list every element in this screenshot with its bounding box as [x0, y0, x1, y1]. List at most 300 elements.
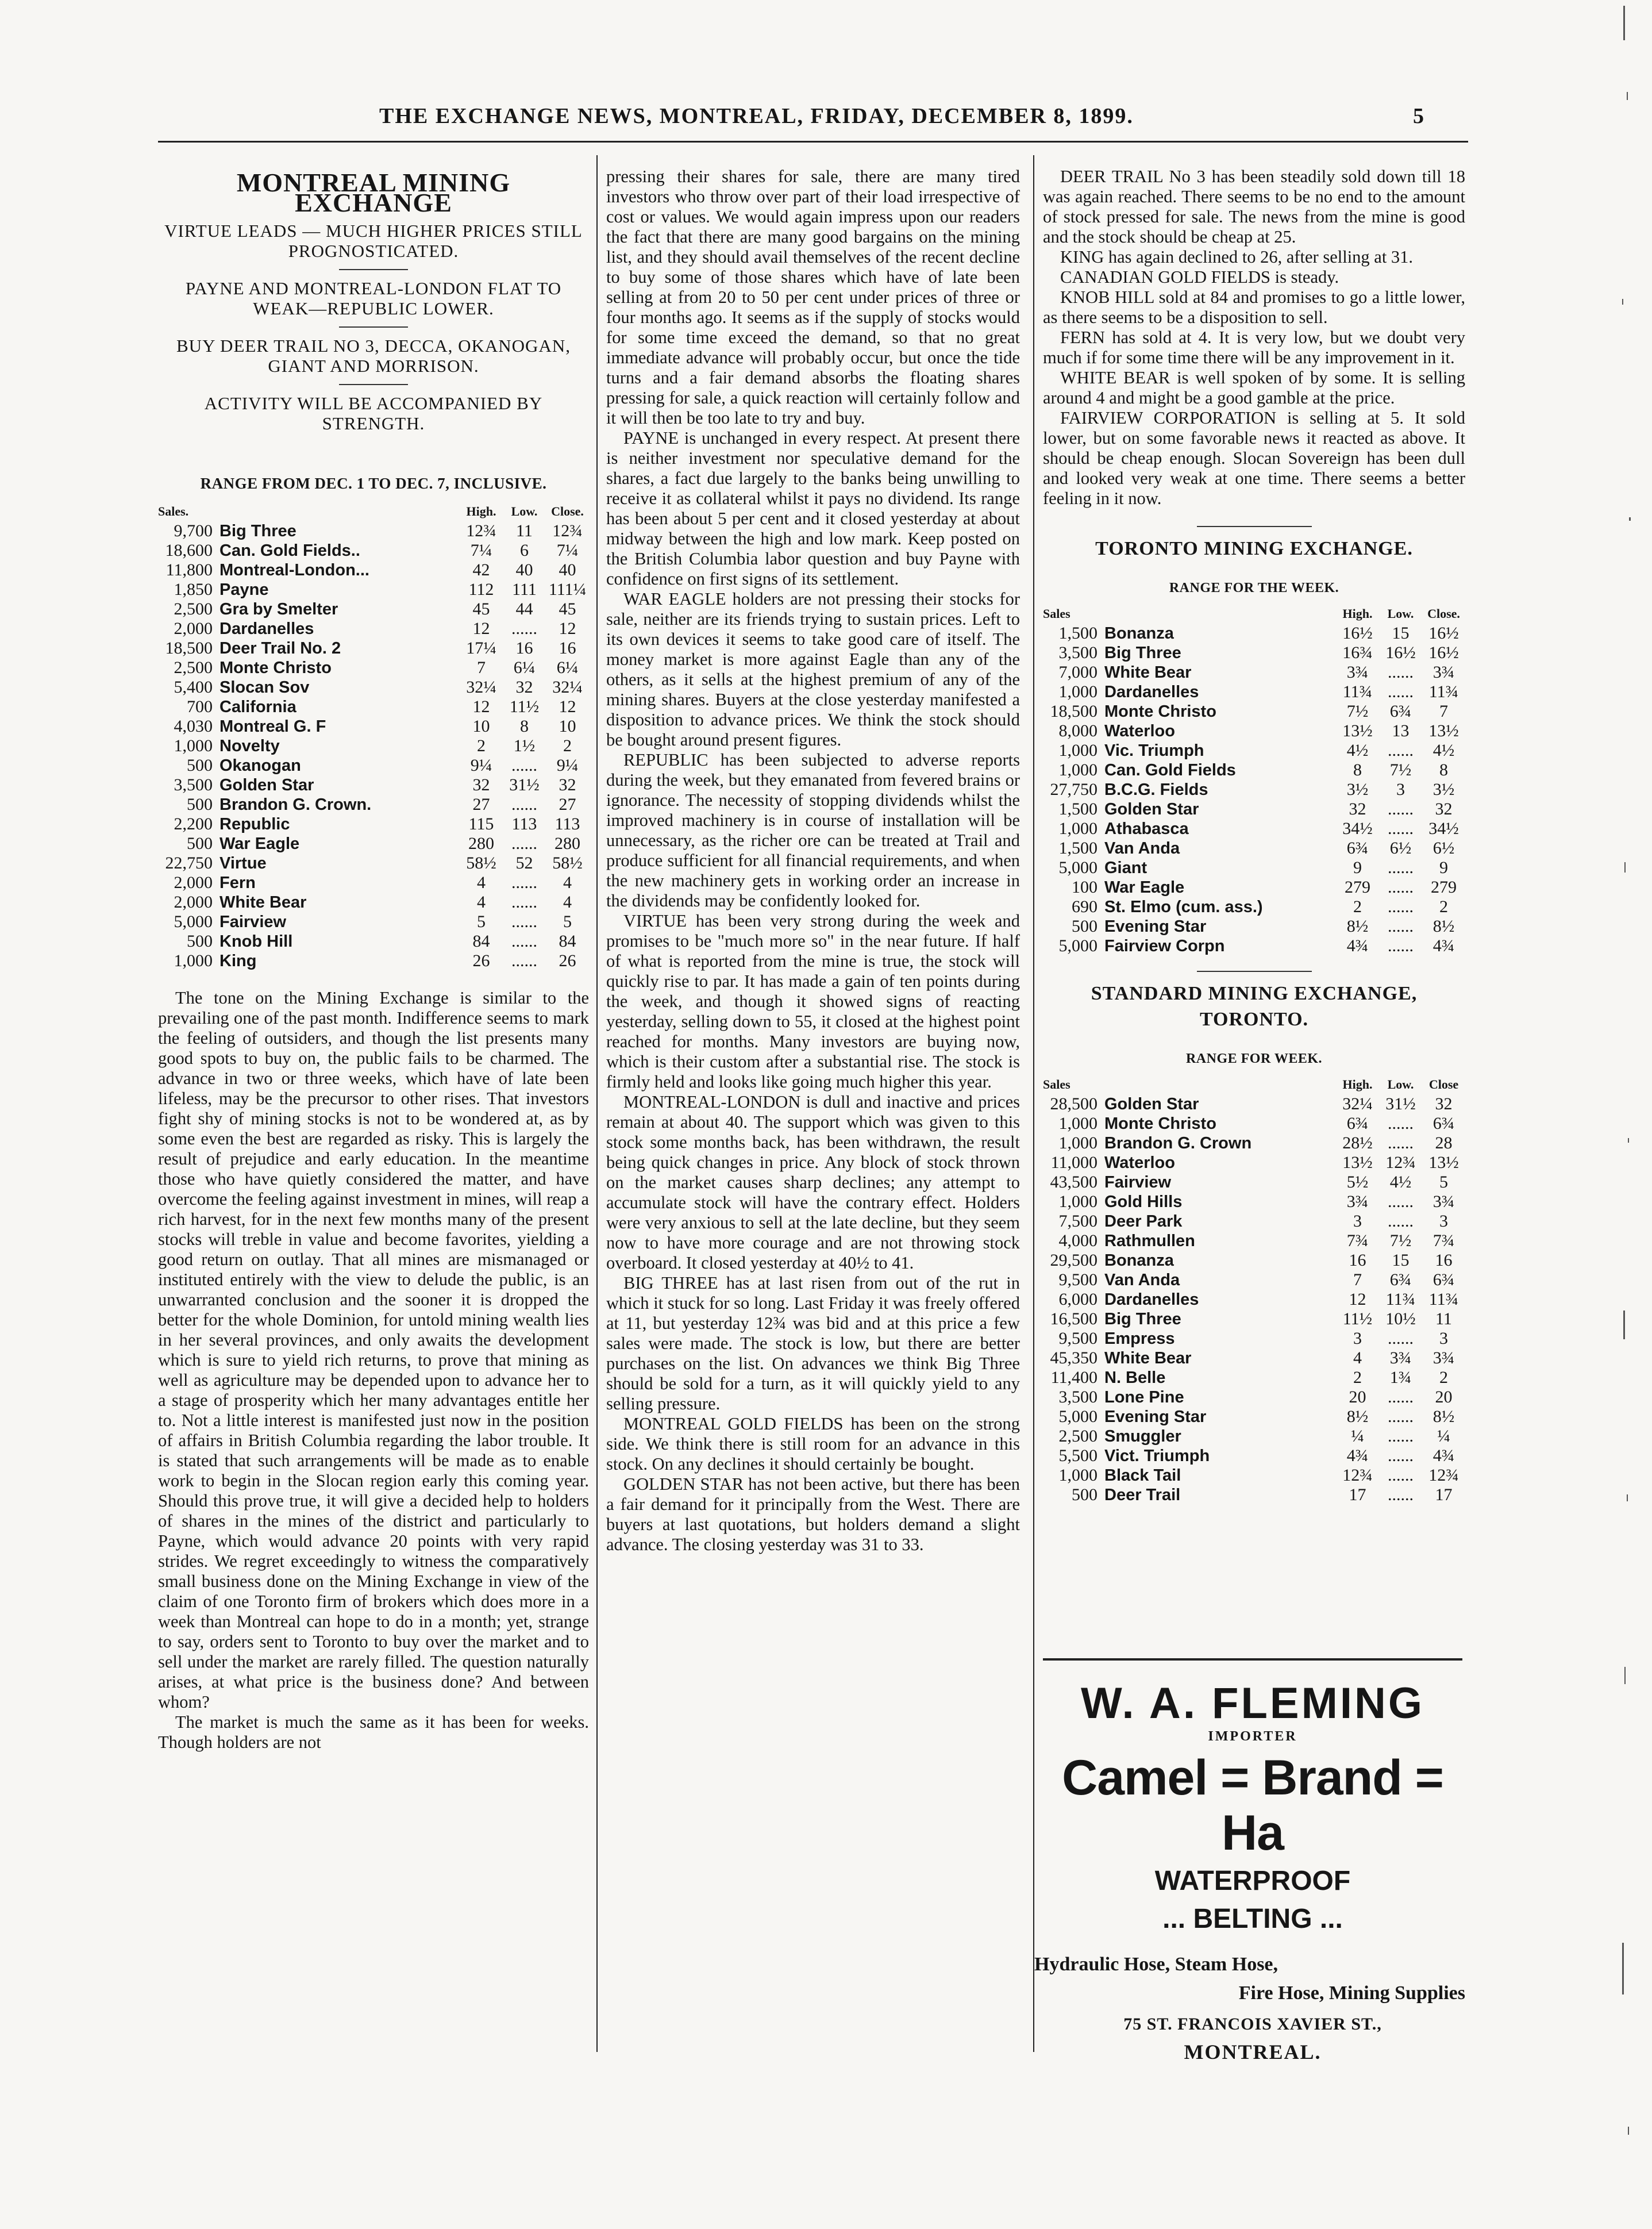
cell-stock-name: Lone Pine [1104, 1388, 1184, 1406]
cell-stock-name: Van Anda [1104, 1271, 1180, 1289]
cell-sales: 5,000 [1058, 858, 1098, 877]
table-row [158, 717, 589, 736]
cell-close: 5 [1439, 1173, 1448, 1192]
cell-high: 20 [1349, 1388, 1366, 1406]
table-row [1043, 741, 1465, 760]
cell-close: 27 [559, 795, 576, 814]
cell-stock-name: Fairview [220, 913, 287, 931]
cell-stock-name: California [220, 698, 296, 716]
cell-sales: 8,000 [1058, 721, 1098, 740]
cell-high: 16½ [1342, 624, 1373, 643]
subhead-divider [339, 326, 408, 328]
table-row [1043, 1485, 1465, 1505]
table-row [1043, 1251, 1465, 1270]
cell-stock-name: Vic. Triumph [1104, 741, 1204, 760]
article-paragraph: PAYNE is unchanged in every respect. At present there is neither investment nor speculative demand for the shares, a fact due largely to the banks being unwilling to receive it as collateral whilst it pays no dividend. Its range has been about 5 per cent and it closed yesterday at about midway between the high and low mark. Keep posted on the British Columbia labor question and buy Payne with confidence on first signs of its settlement. [606, 428, 1020, 589]
col-header-high: High. [1342, 606, 1373, 621]
cell-low: ...... [511, 932, 537, 951]
table-row [1043, 702, 1465, 721]
cell-stock-name: Black Tail [1104, 1466, 1181, 1485]
table-row [1043, 682, 1465, 702]
article-paragraph: MONTREAL-LONDON is dull and inactive and prices remain at about 40. The support which was given to this stock some months back, has been withdrawn, the result being quick changes in price. Any block of stock thrown on the market causes sharp declines; any attempt to accumulate stock will have the contrary effect. Holders were very anxious to sell at the late decline, but they seem now to have more courage and are not throwing stock overboard. It closed yesterday at 40½ to 41. [606, 1092, 1020, 1273]
cell-low: ...... [1388, 1466, 1414, 1485]
toronto-range-title: RANGE FOR THE WEEK. [1169, 581, 1339, 595]
cell-high: 13½ [1342, 1153, 1373, 1172]
article-paragraph: KNOB HILL sold at 84 and promises to go a little lower, as there seems to be a disposition to sell. [1043, 287, 1465, 327]
col-header-sales: Sales [1043, 1077, 1070, 1092]
cell-high: 32 [1349, 800, 1366, 818]
table-row [1043, 721, 1465, 741]
cell-sales: 5,000 [1058, 936, 1098, 955]
cell-stock-name: Deer Park [1104, 1212, 1183, 1231]
cell-high: 4 [477, 893, 486, 912]
cell-sales: 1,000 [1058, 1133, 1098, 1152]
cell-stock-name: Bonanza [1104, 1251, 1174, 1270]
ad-brand: Camel = Brand = Ha [1062, 1750, 1443, 1861]
article-paragraph: The tone on the Mining Exchange is similar to the prevailing one of the past month. Indifference seems to mark the feeling of outsiders, and though the list presents many good spots to buy on, the public fails to be charmed. The advance in two or three weeks, which have of late been lifeless, may be the precursor to other rises. That investors fight shy of mining stocks is not to be wondered at, as by some even the best are regarded as risky. This is largely the result of prejudice and early education. In the meantime those who have quietly considered the matter, and have overcome the feeling against investment in mines, will reap a rich harvest, for in the next few months many of the present stocks will treble in value and become favorites, yielding a good return on outlay. That all mines are mismanaged or instituted entirely with the view to delude the public, is an unwarranted conclusion and the sooner it is dropped the better for the whole Dominion, for untold mining wealth lies in her several provinces, and only awaits the development which is sure to yield rich returns, to prove that mining as well as agriculture may be depended upon to advance her to a stage of prosperity which her many advantages entitle her to. Not a little interest is manifested just now in the position of affairs in British Columbia regarding the labor trouble. It is stated that such arrangements will be made as to enable work to begin in the Slocan region early this coming year. Should this prove true, it will give a decided help to holders of shares in the mines of the district and particularly to Payne, which would advance 20 points with very rapid strides. We regret exceedingly to witness the comparatively small business done on the Mining Exchange in view of the claim of one Toronto firm of brokers which does more in a week than Montreal can hope to do in a month; yet, strange to say, orders sent to Toronto to buy over the market and to sell under the market are rarely filled. The question naturally arises, at what price is the business done? And between whom? [158, 988, 589, 1712]
cell-low: 31½ [1385, 1094, 1416, 1113]
cell-low: 6¾ [1389, 1270, 1412, 1289]
cell-high: 16 [1349, 1251, 1366, 1270]
cell-sales: 11,400 [1050, 1368, 1098, 1387]
article-paragraph: WHITE BEAR is well spoken of by some. It is selling around 4 and might be a good gamble at the price. [1043, 368, 1465, 408]
table-row [1043, 1446, 1465, 1466]
cell-sales: 6,000 [1058, 1290, 1098, 1309]
cell-close: 3 [1439, 1329, 1448, 1348]
table-row [158, 521, 589, 541]
cell-close: 12¾ [1428, 1466, 1459, 1485]
column-toronto [1043, 167, 1465, 1505]
cell-sales: 7,000 [1058, 663, 1098, 682]
cell-high: 42 [472, 560, 490, 579]
cell-low: 7½ [1389, 1231, 1412, 1250]
table-row [1043, 1231, 1465, 1251]
standard-table-body [1043, 1094, 1465, 1505]
cell-close: 12 [559, 619, 576, 638]
cell-sales: 43,500 [1050, 1173, 1098, 1192]
subhead-2: PAYNE AND MONTREAL-LONDON FLAT TO WEAK—REPUBLIC LOWER. [185, 278, 562, 318]
cell-stock-name: Novelty [220, 737, 280, 755]
cell-stock-name: Big Three [1104, 1310, 1181, 1328]
article-paragraph: DEER TRAIL No 3 has been steadily sold down till 18 was again reached. There seems to be no end to the amount of stock pressed for sale. The news from the mine is good and the stock should be cheap at 25. [1043, 167, 1465, 247]
cell-sales: 1,000 [1058, 760, 1098, 779]
article-paragraph: FERN has sold at 4. It is very low, but we doubt very much if for some time there will be any improvement in it. [1043, 328, 1465, 367]
table-row [158, 560, 589, 580]
cell-high: 2 [477, 736, 486, 755]
table-row [1043, 897, 1465, 917]
montreal-range-title: RANGE FROM DEC. 1 TO DEC. 7, INCLUSIVE. [200, 475, 547, 492]
cell-low: ...... [511, 951, 537, 970]
cell-stock-name: Empress [1104, 1329, 1175, 1348]
cell-low: 111 [512, 580, 537, 599]
cell-low: 15 [1392, 624, 1410, 643]
cell-low: ...... [511, 756, 537, 775]
cell-stock-name: Fairview Corpn [1104, 937, 1225, 955]
ad-role: IMPORTER [1208, 1729, 1297, 1744]
cell-low: 31½ [509, 775, 540, 794]
cell-sales: 1,000 [1058, 1466, 1098, 1485]
cell-stock-name: Golden Star [1104, 1095, 1199, 1113]
cell-low: 6¼ [513, 658, 536, 677]
cell-stock-name: Vict. Triumph [1104, 1447, 1210, 1465]
cell-high: 32¼ [1342, 1094, 1373, 1113]
table-row [1043, 643, 1465, 663]
cell-sales: 9,500 [1058, 1329, 1098, 1348]
cell-low: 113 [511, 814, 537, 833]
cell-stock-name: Gra by Smelter [220, 600, 338, 618]
subhead-divider [339, 269, 408, 270]
cell-sales: 500 [1072, 917, 1098, 936]
cell-low: ...... [1388, 819, 1414, 838]
cell-high: 8½ [1346, 1407, 1369, 1426]
cell-sales: 2,000 [174, 619, 213, 638]
cell-sales: 2,500 [174, 599, 213, 618]
table-row [158, 580, 589, 599]
cell-low: ...... [1388, 917, 1414, 936]
cell-low: 6 [520, 541, 529, 560]
cell-sales: 11,000 [1050, 1153, 1098, 1172]
table-row [1043, 1173, 1465, 1192]
col-header-name [1104, 604, 1336, 624]
cell-high: 7¾ [1346, 1231, 1369, 1250]
table-row [158, 541, 589, 560]
cell-sales: 18,500 [165, 639, 213, 658]
cell-low: ...... [1388, 858, 1414, 877]
cell-close: 279 [1431, 878, 1457, 897]
table-row [1043, 800, 1465, 819]
cell-low: ...... [1388, 936, 1414, 955]
cell-sales: 500 [187, 932, 213, 951]
cell-stock-name: Monte Christo [1104, 702, 1216, 721]
ad-firm-name: W. A. FLEMING [1080, 1679, 1425, 1728]
col-header-close: Close [1428, 1077, 1459, 1092]
cell-low: 3¾ [1389, 1348, 1412, 1367]
cell-low: ...... [1388, 1427, 1414, 1446]
col-header-close: Close. [551, 504, 584, 518]
cell-stock-name: Virtue [220, 854, 267, 873]
cell-low: ...... [1388, 800, 1414, 818]
column-montreal [158, 167, 589, 1753]
cell-close: 4½ [1432, 741, 1455, 760]
cell-sales: 9,500 [1058, 1270, 1098, 1289]
table-row [1043, 1270, 1465, 1290]
cell-sales: 45,350 [1050, 1348, 1098, 1367]
table-row [1043, 663, 1465, 682]
cell-high: 27 [472, 795, 490, 814]
ad-product-line-1: WATERPROOF [1154, 1866, 1351, 1896]
toronto-table-body [1043, 624, 1465, 956]
cell-close: 6¾ [1432, 1270, 1455, 1289]
cell-high: 84 [472, 932, 490, 951]
table-row [1043, 1114, 1465, 1133]
cell-sales: 500 [187, 834, 213, 853]
cell-high: ¼ [1351, 1427, 1364, 1446]
cell-high: 7½ [1346, 702, 1369, 721]
cell-high: 34½ [1342, 819, 1373, 838]
cell-sales: 2,000 [174, 893, 213, 912]
cell-close: 8 [1439, 760, 1448, 779]
cell-low: ...... [1388, 897, 1414, 916]
cell-close: 6½ [1432, 839, 1455, 858]
cell-high: 5 [477, 912, 486, 931]
table-row [1043, 936, 1465, 956]
table-row [158, 639, 589, 658]
cell-close: 5 [563, 912, 572, 931]
table-row [1043, 1368, 1465, 1388]
table-row [158, 814, 589, 834]
article-paragraph: CANADIAN GOLD FIELDS is steady. [1060, 267, 1339, 287]
cell-close: 16½ [1428, 624, 1459, 643]
cell-close: 11¾ [1428, 682, 1459, 701]
cell-stock-name: N. Belle [1104, 1369, 1166, 1387]
cell-stock-name: Golden Star [1104, 800, 1199, 818]
cell-high: 6¾ [1346, 839, 1369, 858]
table-row [1043, 1192, 1465, 1212]
table-header-row [158, 502, 589, 521]
toronto-stock-table [1043, 604, 1465, 956]
cell-sales: 100 [1072, 878, 1098, 897]
table-row [1043, 1153, 1465, 1173]
table-row [158, 873, 589, 893]
cell-close: 16 [559, 639, 576, 658]
article-paragraph: REPUBLIC has been subjected to adverse reports during the week, but they emanated from fevered brains or ignorance. The necessity of stopping dividends whilst the improved machinery is in course of installation will be unnecessary, as the richer ore can be treated at Trail and produce sufficient for all financial requirements, and when the new machinery gets in working order an increase in the dividends may be confidently looked for. [606, 750, 1020, 910]
cell-stock-name: Smuggler [1104, 1427, 1181, 1446]
cell-low: ...... [1388, 1407, 1414, 1426]
table-row [1043, 858, 1465, 878]
table-row [1043, 780, 1465, 800]
cell-close: 7 [1439, 702, 1448, 721]
ad-address: 75 ST. FRANCOIS XAVIER ST., [1123, 2015, 1382, 2034]
ad-supplies-line-2: Fire Hose, Mining Supplies [1238, 1982, 1465, 2004]
cell-high: 5½ [1346, 1173, 1369, 1192]
cell-sales: 700 [187, 697, 213, 716]
cell-high: 12 [472, 619, 490, 638]
ad-city: MONTREAL. [1184, 2040, 1322, 2063]
cell-stock-name: White Bear [1104, 663, 1192, 682]
cell-sales: 500 [1072, 1485, 1098, 1504]
ad-top-rule [1043, 1658, 1462, 1661]
table-row [158, 736, 589, 756]
cell-close: 40 [559, 560, 576, 579]
masthead-line: THE EXCHANGE NEWS, MONTREAL, FRIDAY, DECEMBER 8, 1899. [379, 104, 1134, 128]
cell-sales: 2,500 [174, 658, 213, 677]
cell-sales: 9,700 [174, 521, 213, 540]
cell-low: ...... [511, 893, 537, 912]
cell-sales: 28,500 [1050, 1094, 1098, 1113]
cell-sales: 5,400 [174, 678, 213, 697]
cell-low: ...... [1388, 1212, 1414, 1231]
cell-high: 45 [472, 599, 490, 618]
scan-edge-speckle [1619, 0, 1642, 2229]
cell-low: 32 [515, 678, 533, 697]
cell-sales: 1,500 [1058, 839, 1098, 858]
cell-low: 15 [1392, 1251, 1410, 1270]
table-row [1043, 1388, 1465, 1407]
table-row [1043, 1348, 1465, 1368]
cell-close: 17 [1435, 1485, 1453, 1504]
cell-high: 4¾ [1346, 1446, 1369, 1465]
cell-close: 11 [1435, 1309, 1452, 1328]
cell-low: ...... [1388, 1485, 1414, 1504]
cell-close: ¼ [1437, 1427, 1450, 1446]
article-paragraph: VIRTUE has been very strong during the week and promises to be "much more so" in the near future. If half of what is reported from the mine is true, the stock will quickly rise to par. It has made a gain of ten points during the week, and though it showed signs of reacting yesterday, selling down to 55, it closed at the highest point reached for months. Many investors are buying now, which is their custom after a substantial rise. The stock is firmly held and looks like going much higher this year. [606, 911, 1020, 1092]
cell-sales: 2,000 [174, 873, 213, 892]
cell-stock-name: Monte Christo [1104, 1114, 1216, 1133]
cell-close: 7¾ [1432, 1231, 1455, 1250]
standard-heading: STANDARD MINING EXCHANGE, [1091, 983, 1418, 1004]
cell-close: 6¾ [1432, 1114, 1455, 1133]
table-row [1043, 760, 1465, 780]
cell-low: 1¾ [1389, 1368, 1412, 1387]
cell-close: 9¼ [556, 756, 579, 775]
cell-low: 10½ [1385, 1309, 1416, 1328]
cell-low: 6½ [1389, 839, 1412, 858]
cell-high: 32 [472, 775, 490, 794]
cell-high: 12 [1349, 1290, 1366, 1309]
cell-high: 7 [1353, 1270, 1362, 1289]
article-paragraph: pressing their shares for sale, there are many tired investors who throw over part of their load irrespective of cost or values. We would again impress upon our readers the fact that there are many good bargains on the mining list, and they should avail themselves of the recent decline to buy some of those shares which have of late been selling at from 20 to 50 per cent under prices of three or four months ago. It seems as if the supply of stocks would for some time exceed the demand, so that no great immediate advance will probably occur, but once the tide turns and a fair demand absorbs the floating shares pressing for sale, a quick reaction will certainly follow and it will then be too late to try and buy. [606, 167, 1020, 428]
cell-high: 12 [472, 697, 490, 716]
table-header-row [1043, 604, 1465, 624]
cell-low: ...... [1388, 741, 1414, 760]
cell-sales: 4,030 [174, 717, 213, 736]
cell-high: 10 [472, 717, 490, 736]
cell-close: 26 [559, 951, 576, 970]
cell-high: 7 [477, 658, 486, 677]
table-row [1043, 1407, 1465, 1427]
table-row [1043, 1094, 1465, 1114]
table-row [158, 697, 589, 717]
cell-high: 12¾ [1342, 1466, 1373, 1485]
montreal-heading: MONTREAL MINING EXCHANGE [236, 168, 511, 217]
column-market-notes [606, 167, 1020, 1555]
cell-sales: 2,500 [1058, 1427, 1098, 1446]
cell-close: 3¾ [1432, 1348, 1455, 1367]
col-header-name [1104, 1075, 1336, 1094]
cell-close: 45 [559, 599, 576, 618]
cell-stock-name: Rathmullen [1104, 1232, 1195, 1250]
table-row [158, 658, 589, 678]
subhead-divider [339, 384, 408, 385]
cell-close: 32 [1435, 800, 1453, 818]
cell-close: 58½ [552, 854, 583, 873]
cell-close: 2 [1439, 1368, 1448, 1387]
table-row [1043, 1212, 1465, 1231]
cell-stock-name: Dardanelles [220, 620, 314, 638]
cell-stock-name: Evening Star [1104, 917, 1207, 936]
cell-stock-name: Fern [220, 874, 256, 892]
subhead-4: ACTIVITY WILL BE ACCOMPANIED BY STRENGTH. [204, 393, 543, 433]
cell-close: 3 [1439, 1212, 1448, 1231]
page-header [161, 103, 1425, 138]
cell-high: 58½ [466, 854, 496, 873]
cell-sales: 11,800 [165, 560, 213, 579]
cell-sales: 1,000 [1058, 682, 1098, 701]
cell-close: 113 [554, 814, 580, 833]
cell-low: ...... [1388, 1388, 1414, 1406]
cell-sales: 3,500 [1058, 643, 1098, 662]
cell-stock-name: Brandon G. Crown [1104, 1134, 1252, 1152]
header-rule [158, 141, 1468, 143]
cell-stock-name: Okanogan [220, 756, 301, 775]
section-divider [1197, 526, 1312, 527]
cell-high: 4 [477, 873, 486, 892]
col-header-sales: Sales [1043, 606, 1070, 621]
cell-stock-name: Big Three [220, 522, 296, 540]
cell-low: 3 [1396, 780, 1405, 799]
cell-sales: 690 [1072, 897, 1098, 916]
article-paragraph: MONTREAL GOLD FIELDS has been on the strong side. We think there is still room for an advance in this stock. On any declines it should certainly be bought. [606, 1414, 1020, 1474]
cell-stock-name: Van Anda [1104, 839, 1180, 858]
cell-sales: 2,200 [174, 814, 213, 833]
table-row [158, 619, 589, 639]
cell-low: 11¾ [1385, 1290, 1416, 1309]
col-header-close: Close. [1427, 606, 1460, 621]
cell-high: 4½ [1346, 741, 1369, 760]
cell-stock-name: B.C.G. Fields [1104, 781, 1208, 799]
cell-stock-name: King [220, 952, 257, 970]
cell-stock-name: Big Three [1104, 644, 1181, 662]
cell-sales: 3,500 [174, 775, 213, 794]
cell-high: 3¾ [1346, 663, 1369, 682]
cell-low: 11½ [509, 697, 540, 716]
cell-close: 10 [559, 717, 576, 736]
cell-stock-name: Monte Christo [220, 659, 332, 677]
table-row [158, 854, 589, 873]
cell-high: 279 [1345, 878, 1370, 897]
article-paragraph: FAIRVIEW CORPORATION is selling at 5. It sold lower, but on some favorable news it reacted as above. It should be cheap enough. Slocan Sovereign has been dull and looked very weak at one time. There seems a better feeling in it now. [1043, 408, 1465, 508]
cell-close: 32 [559, 775, 576, 794]
cell-close: 11¾ [1428, 1290, 1459, 1309]
cell-low: 4½ [1389, 1173, 1412, 1192]
montreal-article [158, 988, 589, 1753]
table-row [158, 912, 589, 932]
cell-close: 111¼ [548, 580, 587, 599]
toronto-heading: TORONTO MINING EXCHANGE. [1095, 538, 1413, 559]
cell-high: 12¾ [466, 521, 496, 540]
table-row [1043, 1309, 1465, 1329]
cell-low: 13 [1392, 721, 1410, 740]
cell-sales: 18,600 [165, 541, 213, 560]
cell-sales: 18,500 [1050, 702, 1098, 721]
cell-stock-name: Dardanelles [1104, 1290, 1199, 1309]
ad-product-line-2: ... BELTING ... [1162, 1904, 1343, 1934]
table-row [1043, 624, 1465, 643]
cell-close: 4 [563, 873, 572, 892]
cell-high: 11¾ [1342, 682, 1373, 701]
table-row [158, 893, 589, 912]
cell-stock-name: Can. Gold Fields.. [220, 541, 360, 560]
page-number: 5 [1413, 104, 1425, 128]
cell-stock-name: White Bear [220, 893, 307, 912]
cell-high: 9¼ [470, 756, 492, 775]
cell-high: 13½ [1342, 721, 1373, 740]
fleming-advertisement [1034, 1678, 1471, 2063]
cell-high: 2 [1353, 1368, 1362, 1387]
cell-close: 13½ [1428, 721, 1459, 740]
col-header-high: High. [466, 504, 496, 518]
article-paragraph: The market is much the same as it has been for weeks. Though holders are not [158, 1712, 589, 1752]
cell-close: 12 [559, 697, 576, 716]
standard-stock-table [1043, 1075, 1465, 1505]
table-row [158, 775, 589, 795]
cell-stock-name: Golden Star [220, 776, 314, 794]
cell-low: ...... [1388, 1133, 1414, 1152]
cell-high: 2 [1353, 897, 1362, 916]
cell-sales: 5,000 [174, 912, 213, 931]
col-header-low: Low. [511, 504, 538, 518]
cell-stock-name: Waterloo [1104, 1154, 1175, 1172]
